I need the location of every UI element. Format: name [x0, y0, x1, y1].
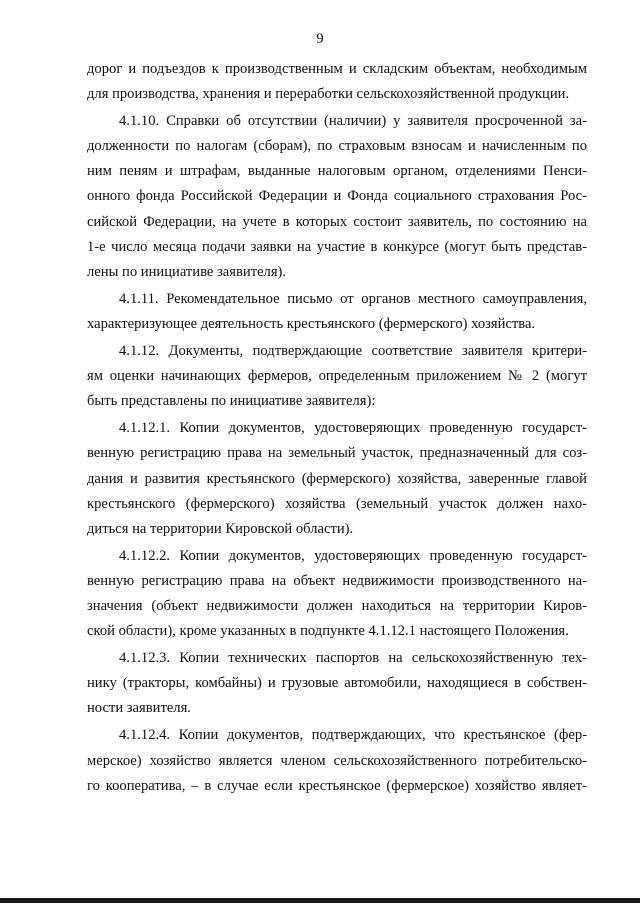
paragraph-4-1-12	[87, 339, 587, 414]
bottom-scan-border	[0, 898, 640, 903]
text-line: для производства, хранения и переработки сельскохозяйственной продукции.	[87, 86, 570, 103]
text-line: дорог и подъездов к производственным и складским объектам, необходимым	[87, 61, 587, 77]
text-line: значения (объект недвижимости должен находиться на территории Киров-	[87, 597, 587, 614]
paragraph-4-1-12-3	[87, 646, 587, 721]
text-line: 4.1.12.4. Копии документов, подтверждающих, что крестьянское (фер-	[119, 727, 587, 744]
paragraph-4-1-12-4	[87, 723, 587, 798]
text-line: быть представлены по инициативе заявителя):	[87, 393, 376, 410]
text-line: 4.1.12.2. Копии документов, удостоверяющих проведенную государст-	[119, 547, 587, 564]
paragraph-4-1-12-2	[87, 544, 587, 644]
text-line: 4.1.12. Документы, подтверждающие соответствие заявителя критери-	[119, 343, 587, 360]
text-line: 4.1.12.1. Копии документов, удостоверяющих проведенную государст-	[119, 420, 587, 437]
text-line: долженности по налогам (сборам), по страховым взносам и начисленным по	[87, 138, 587, 155]
paragraph-4-1-12-1	[87, 416, 587, 541]
paragraph-4-1-11	[87, 287, 587, 337]
paragraph-continuation	[87, 57, 587, 107]
text-line: венную регистрацию права на объект недвижимости производственного на-	[87, 572, 587, 589]
text-line: ности заявителя.	[87, 700, 191, 717]
text-line: нику (тракторы, комбайны) и грузовые автомобили, находящиеся в собствен-	[87, 675, 587, 692]
document-body	[87, 57, 587, 799]
text-line: мерское) хозяйство является членом сельскохозяйственного потребительско-	[87, 752, 587, 769]
text-line: го кооператива, – в случае если крестьянское (фермерское) хозяйство являет-	[87, 777, 587, 794]
paragraph-4-1-10	[87, 109, 587, 285]
text-line: дания и развития крестьянского (фермерского) хозяйства, заверенные главой	[87, 470, 587, 487]
text-line: 1-е число месяца подачи заявки на участие в конкурсе (могут быть представ-	[87, 238, 587, 255]
text-line: ской области), кроме указанных в подпункте 4.1.12.1 настоящего Положения.	[87, 623, 569, 640]
text-line: 4.1.12.3. Копии технических паспортов на сельскохозяйственную тех-	[119, 650, 587, 667]
text-line: крестьянского (фермерского) хозяйства (земельный участок должен нахо-	[87, 495, 587, 512]
text-line: онного фонда Российской Федерации и Фонда социального страхования Рос-	[87, 188, 587, 205]
text-line: ям оценки начинающих фермеров, определенным приложением № 2 (могут	[87, 368, 587, 385]
text-line: ним пеням и штрафам, выданные налоговым органом, отделениями Пенси-	[87, 163, 587, 180]
text-line: лены по инициативе заявителя).	[87, 263, 287, 280]
page-number: 9	[316, 31, 324, 47]
text-line: характеризующее деятельность крестьянского (фермерского) хозяйства.	[87, 315, 536, 332]
text-line: 4.1.11. Рекомендательное письмо от органов местного самоуправления,	[119, 290, 587, 307]
text-line: 4.1.10. Справки об отсутствии (наличии) у заявителя просроченной за-	[119, 113, 587, 130]
text-line: диться на территории Кировской области).	[87, 520, 354, 537]
text-line: венную регистрацию права на земельный участок, предназначенный для соз-	[87, 445, 587, 462]
text-line: сийской Федерации, на учете в которых состоит заявитель, по состоянию на	[87, 213, 587, 230]
